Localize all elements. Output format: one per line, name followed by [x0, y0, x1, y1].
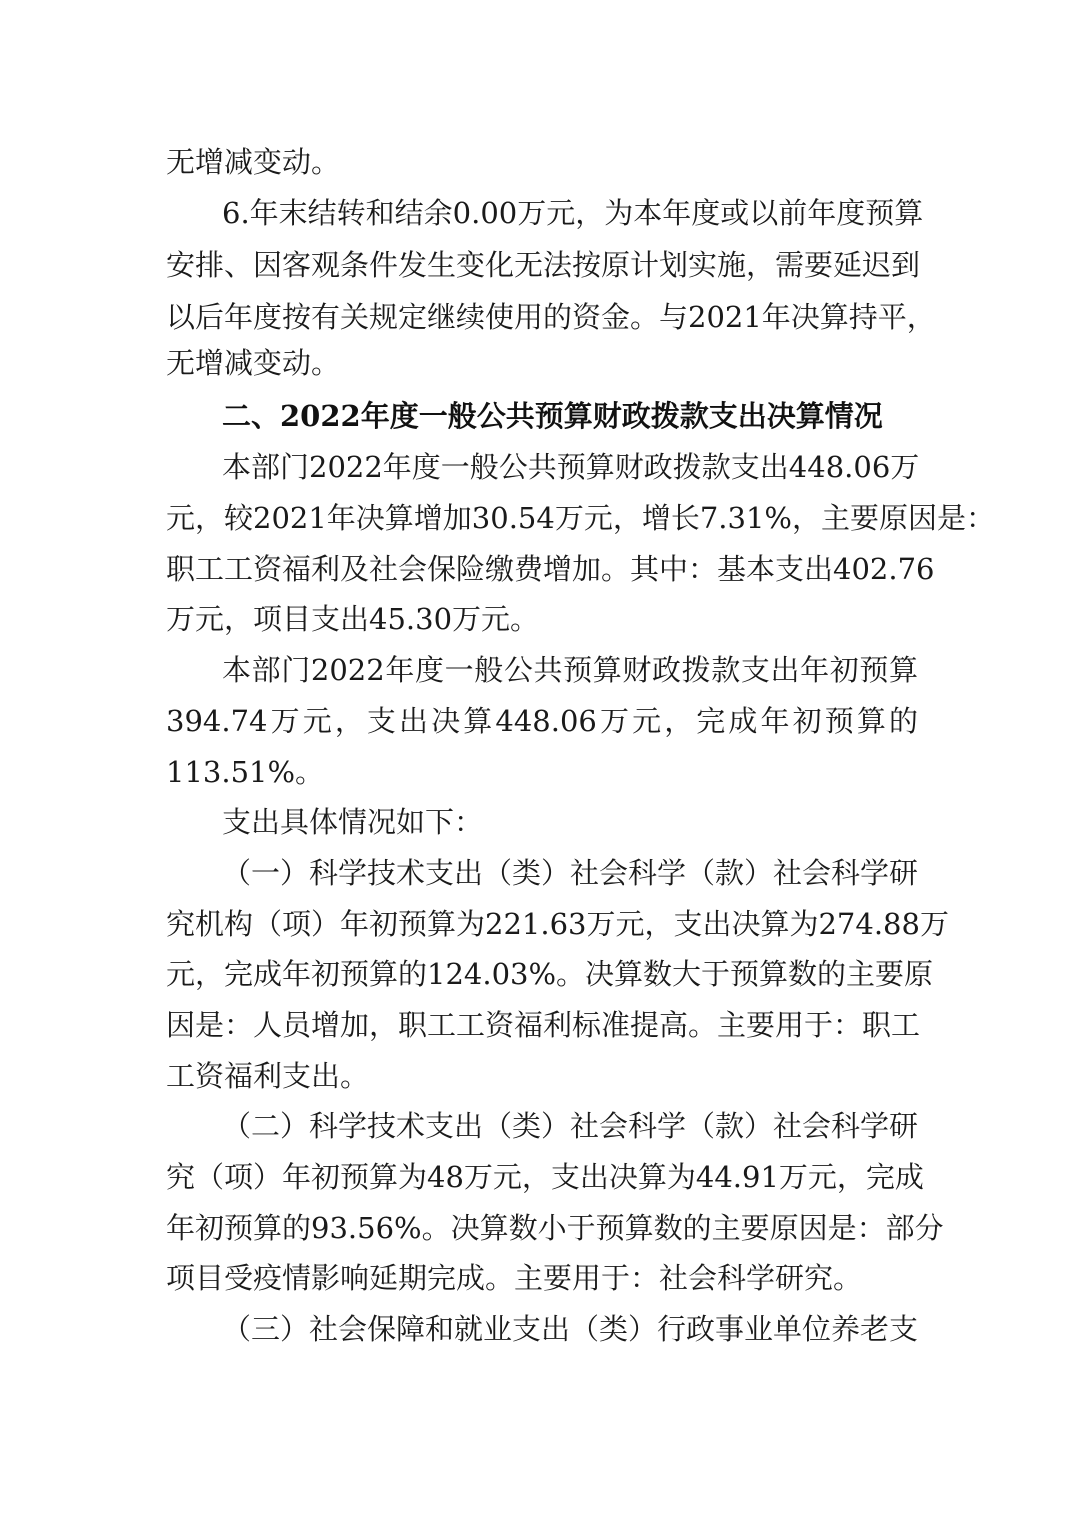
text-line: 安排、因客观条件发生变化无法按原计划实施，需要延迟到 — [166, 248, 921, 282]
text-line: 无增减变动。 — [166, 346, 341, 380]
text-line: 支出具体情况如下： — [222, 805, 484, 839]
text-line: 因是：人员增加，职工工资福利标准提高。主要用于：职工 — [166, 1008, 921, 1042]
text-line: 万元，项目支出45.30万元。 — [166, 602, 540, 636]
text-line: 本部门2022年度一般公共预算财政拨款支出448.06万 — [222, 450, 920, 484]
text-line: 职工工资福利及社会保险缴费增加。其中：基本支出402.76 — [166, 552, 935, 586]
text-line: 元，完成年初预算的124.03%。决算数大于预算数的主要原 — [166, 957, 934, 991]
text-line: 无增减变动。 — [166, 145, 341, 179]
text-line: （一）科学技术支出（类）社会科学（款）社会科学研 — [222, 856, 919, 890]
text-line: （二）科学技术支出（类）社会科学（款）社会科学研 — [222, 1109, 919, 1143]
section-heading: 二、2022年度一般公共预算财政拨款支出决算情况 — [222, 399, 883, 433]
text-line: 究（项）年初预算为48万元，支出决算为44.91万元，完成 — [166, 1160, 924, 1194]
text-line: 113.51%。 — [166, 755, 325, 789]
text-line: 本部门2022年度一般公共预算财政拨款支出年初预算 — [222, 653, 918, 687]
text-line: 394.74万元，支出决算448.06万元，完成年初预算的 — [166, 704, 918, 738]
text-line: 6.年末结转和结余0.00万元，为本年度或以前年度预算 — [222, 196, 924, 230]
text-line: 项目受疫情影响延期完成。主要用于：社会科学研究。 — [166, 1261, 863, 1295]
text-line: 以后年度按有关规定继续使用的资金。与2021年决算持平， — [166, 300, 936, 334]
text-line: （三）社会保障和就业支出（类）行政事业单位养老支 — [222, 1312, 919, 1346]
text-line: 究机构（项）年初预算为221.63万元，支出决算为274.88万 — [166, 907, 949, 941]
text-line: 工资福利支出。 — [166, 1059, 370, 1093]
text-line: 元，较2021年决算增加30.54万元，增长7.31%，主要原因是： — [166, 501, 995, 535]
text-line: 年初预算的93.56%。决算数小于预算数的主要原因是：部分 — [166, 1211, 944, 1245]
